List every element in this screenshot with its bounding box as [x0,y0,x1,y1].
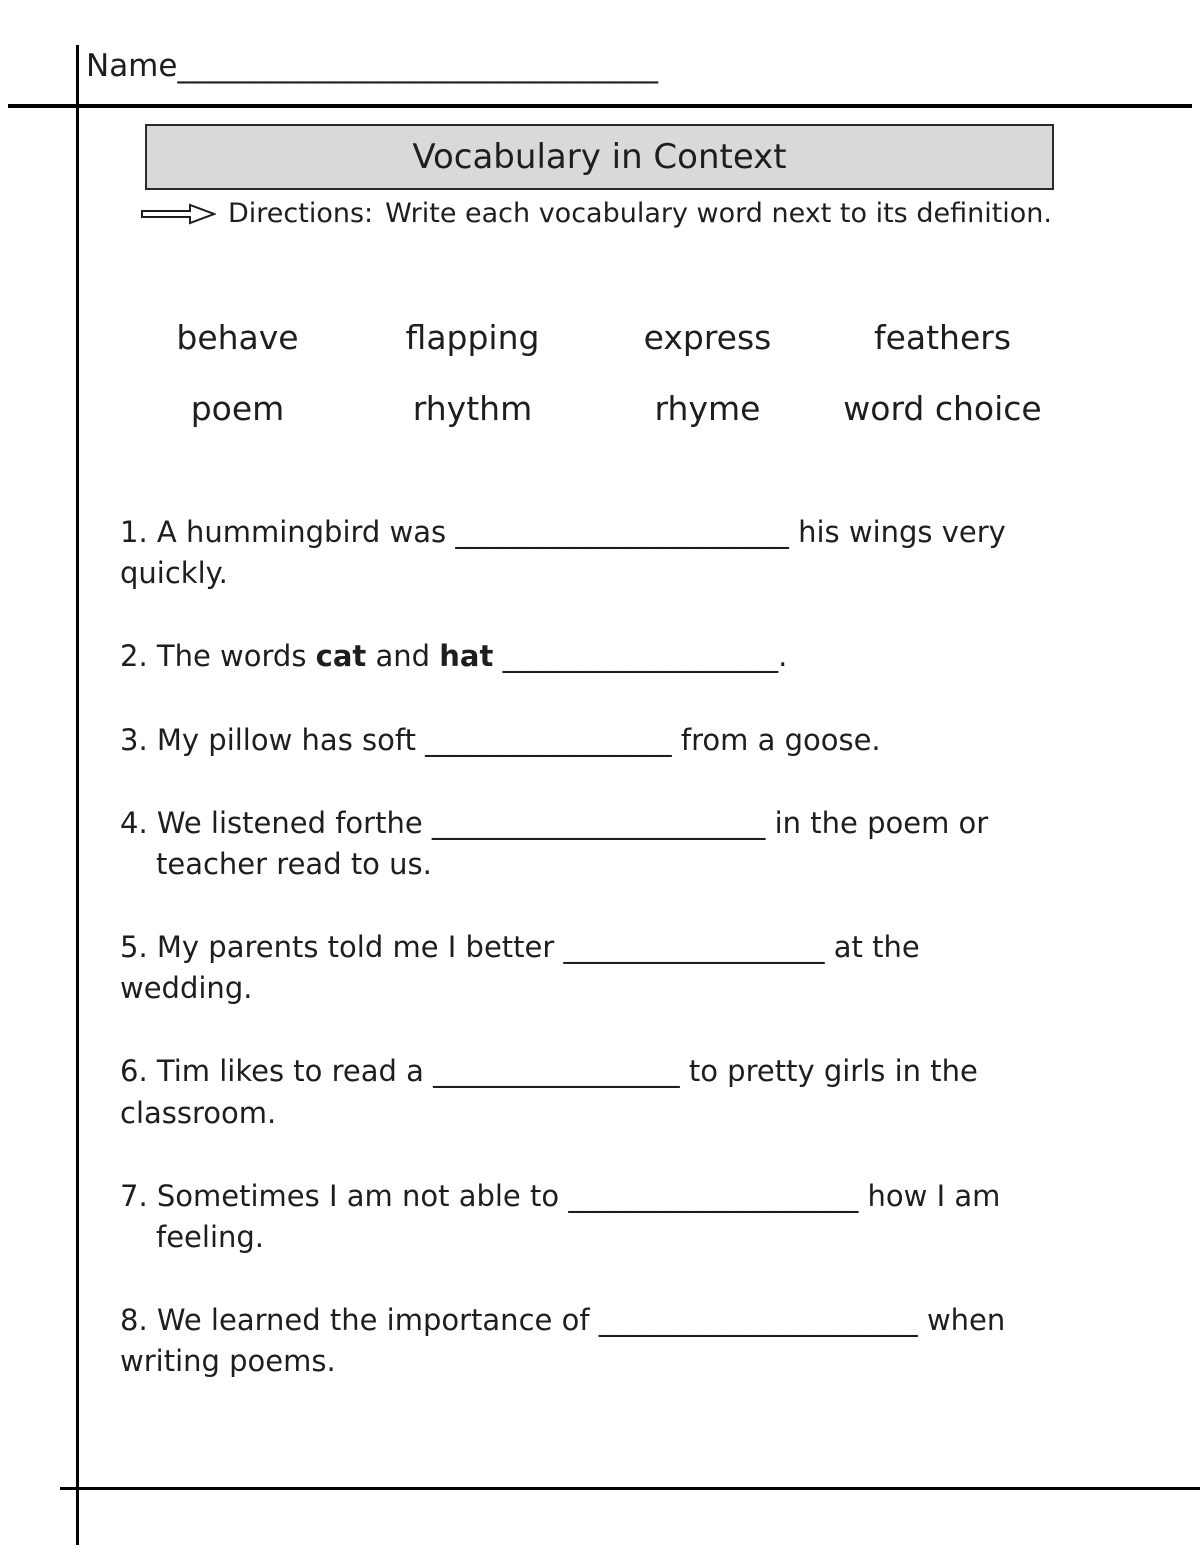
name-row [86,48,658,84]
sentence-text: 5. My parents told me I better __________________ at the [120,930,920,965]
sentence-text: feeling. [156,1219,265,1254]
name-blank: _______________________________ [177,48,658,84]
sentence-6 [120,1051,1100,1133]
sentence-3 [120,720,1100,761]
word-bank-item: word choice [843,389,1042,428]
page-title: Vocabulary in Context [412,137,787,177]
sentence-line [120,1217,1100,1258]
sentence-line [120,512,1100,553]
sentence-text: 6. Tim likes to read a _________________ to pretty girls in the [120,1054,978,1089]
sentence-text: 2. The words [120,639,316,674]
sentence-line [120,1176,1100,1217]
sentence-text: classroom. [120,1095,277,1130]
sentence-list [120,512,1100,1424]
sentence-line [120,968,1100,1009]
sentence-text: quickly. [120,556,228,591]
sentence-line [120,844,1100,885]
sentence-line [120,1341,1100,1382]
word-bank-item: behave [176,318,299,357]
directions-label: Directions: [228,198,374,229]
sentence-line [120,720,1100,761]
bottom-horizontal-rule [60,1487,1200,1490]
sentence-8 [120,1300,1100,1382]
name-label: Name [86,48,178,84]
sentence-text: wedding. [120,971,253,1006]
top-horizontal-rule [8,104,1192,108]
left-margin-rule [76,45,79,1545]
word-bank-row-2 [120,389,1060,428]
sentence-text: and [366,639,440,674]
sentence-text: 1. A hummingbird was _______________________ his wings very [120,515,1006,549]
sentence-text: teacher read to us. [156,846,432,881]
sentence-text-bold: hat [439,639,494,674]
word-bank-item: feathers [873,318,1012,357]
word-bank-item: express [643,318,772,357]
sentence-text: 4. We listened forthe _______________________ in the poem or [120,805,989,840]
sentence-text-bold: cat [315,639,367,674]
sentence-2 [120,636,1100,677]
sentence-7 [120,1176,1100,1258]
sentence-line [120,1300,1100,1341]
directions-row [140,198,1052,229]
sentence-1 [120,512,1100,594]
sentence-line [120,803,1100,844]
sentence-text: ___________________. [493,639,788,674]
sentence-line [120,1093,1100,1134]
sentence-line [120,1051,1100,1092]
sentence-line [120,553,1100,594]
sentence-line [120,927,1100,968]
title-box [145,124,1054,190]
sentence-text: 8. We learned the importance of ______________________ when [120,1303,1006,1338]
directions-text: Write each vocabulary word next to its definition. [385,198,1052,229]
word-bank-item: poem [190,389,285,428]
right-arrow-icon [140,202,216,226]
word-bank [120,318,1060,428]
sentence-4 [120,803,1100,885]
sentence-text: 7. Sometimes I am not able to ____________________ how I am [120,1178,1001,1213]
word-bank-item: rhyme [654,389,761,428]
word-bank-item: rhythm [412,389,533,428]
word-bank-item: flapping [405,318,540,357]
sentence-5 [120,927,1100,1009]
word-bank-row-1 [120,318,1060,357]
sentence-line [120,636,1100,677]
sentence-text: writing poems. [120,1344,336,1379]
sentence-text: 3. My pillow has soft _________________ from a goose. [120,722,881,757]
